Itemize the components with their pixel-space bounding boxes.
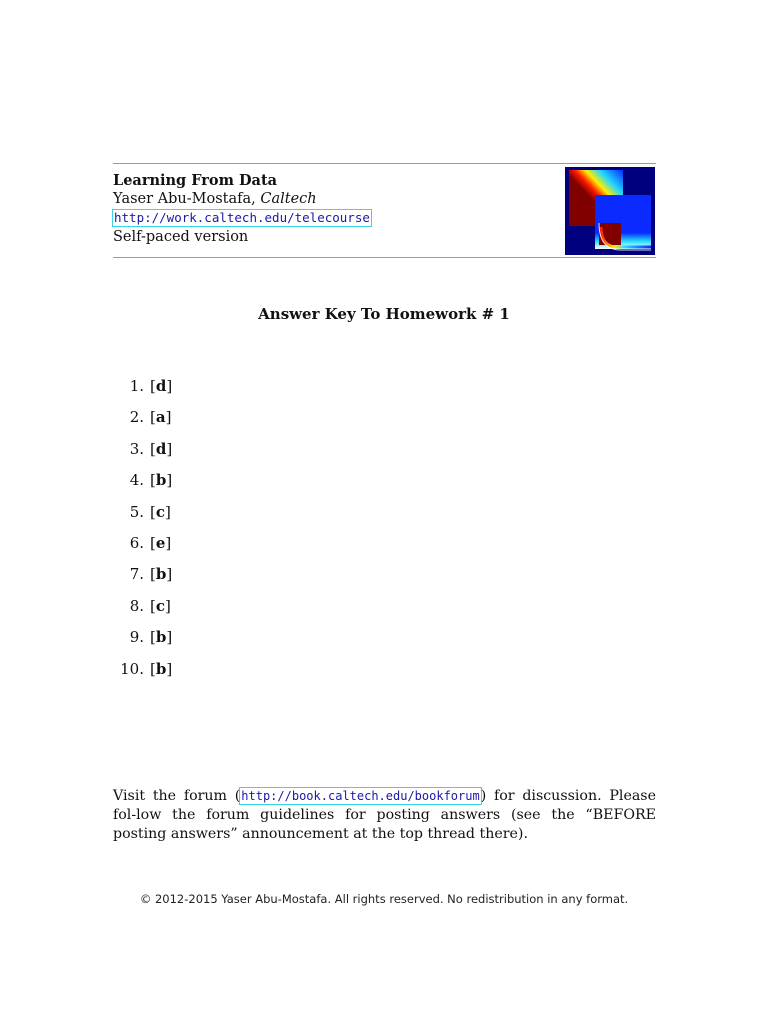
version-note: Self-paced version (113, 229, 249, 245)
answer-value (150, 660, 172, 678)
answer-close-bracket: ] (166, 659, 173, 678)
author-institution: Caltech (260, 191, 317, 207)
answer-number: 8. (129, 596, 144, 615)
answer-close-bracket: ] (166, 377, 173, 395)
forum-text-before: Visit the forum ( (113, 788, 241, 804)
answer-open-bracket: [ (150, 659, 156, 678)
answer-letter: c (155, 502, 165, 521)
answer-value (150, 440, 172, 458)
answer-close-bracket: ] (165, 533, 172, 552)
course-title: Learning From Data (113, 172, 278, 189)
answer-value (150, 503, 171, 521)
answer-item (113, 376, 172, 407)
answer-item (113, 596, 172, 627)
header-bottom-rule (113, 257, 656, 258)
answer-open-bracket: [ (150, 408, 156, 427)
answer-value (150, 597, 171, 615)
answer-number: 1. (129, 377, 144, 395)
course-header (113, 171, 533, 247)
answer-letter: b (155, 565, 167, 584)
answer-number: 3. (129, 439, 144, 458)
answer-close-bracket: ] (166, 628, 173, 647)
answer-letter: d (155, 377, 167, 395)
answer-item (113, 533, 172, 564)
course-logo (565, 167, 655, 255)
answer-close-bracket: ] (166, 439, 173, 458)
author-line (113, 190, 533, 209)
answer-number: 4. (129, 471, 144, 490)
answer-number: 9. (129, 628, 144, 647)
answer-open-bracket: [ (150, 471, 156, 490)
answer-close-bracket: ] (166, 471, 173, 490)
author-name: Yaser Abu-Mostafa, (113, 191, 261, 207)
answer-letter: b (155, 659, 167, 678)
answer-open-bracket: [ (150, 596, 156, 615)
answer-open-bracket: [ (150, 439, 156, 458)
answer-item (113, 564, 172, 595)
answer-close-bracket: ] (165, 596, 171, 615)
answer-open-bracket: [ (150, 533, 156, 552)
answer-number: 5. (129, 502, 144, 521)
answer-letter: b (155, 471, 167, 490)
answer-letter: b (155, 628, 167, 647)
answer-value (150, 534, 171, 552)
answer-item (113, 470, 172, 501)
answer-close-bracket: ] (166, 565, 173, 584)
answer-item (113, 627, 172, 658)
homework-title: Answer Key To Homework # 1 (258, 305, 510, 323)
answer-number: 6. (129, 533, 144, 552)
answer-number: 7. (129, 565, 144, 584)
copyright-notice: © 2012-2015 Yaser Abu-Mostafa. All rights reserved. No redistribution in any format. (139, 892, 629, 906)
answer-close-bracket: ] (165, 502, 171, 521)
answer-open-bracket: [ (150, 377, 156, 395)
forum-text-after: ) for discussion. Please fol-low the forum guidelines for posting answers (see the “BEFORE posting answers” announcement at the top thread there). (113, 788, 656, 842)
answer-open-bracket: [ (150, 502, 156, 521)
forum-url-link[interactable]: http://book.caltech.edu/bookforum (241, 789, 480, 803)
answer-value (150, 471, 172, 489)
answer-letter: c (155, 596, 165, 615)
answer-value (150, 628, 172, 646)
course-url-line (113, 209, 533, 228)
answer-item (113, 502, 172, 533)
answer-item (113, 407, 172, 438)
forum-paragraph (113, 787, 656, 844)
header-top-rule (113, 163, 656, 164)
answer-letter: e (155, 533, 166, 552)
answer-value (150, 408, 171, 426)
course-url-link[interactable]: http://work.caltech.edu/telecourse (114, 210, 370, 225)
answer-number: 2. (129, 408, 144, 427)
answer-open-bracket: [ (150, 628, 156, 647)
answer-letter: d (155, 439, 167, 458)
answer-value (150, 377, 172, 395)
answer-number: 10. (120, 659, 144, 678)
answer-open-bracket: [ (150, 565, 156, 584)
answer-item (113, 439, 172, 470)
answer-letter: a (155, 408, 166, 427)
answer-item (113, 659, 172, 690)
answer-value (150, 565, 172, 583)
answer-list (113, 376, 172, 690)
answer-close-bracket: ] (165, 408, 172, 427)
